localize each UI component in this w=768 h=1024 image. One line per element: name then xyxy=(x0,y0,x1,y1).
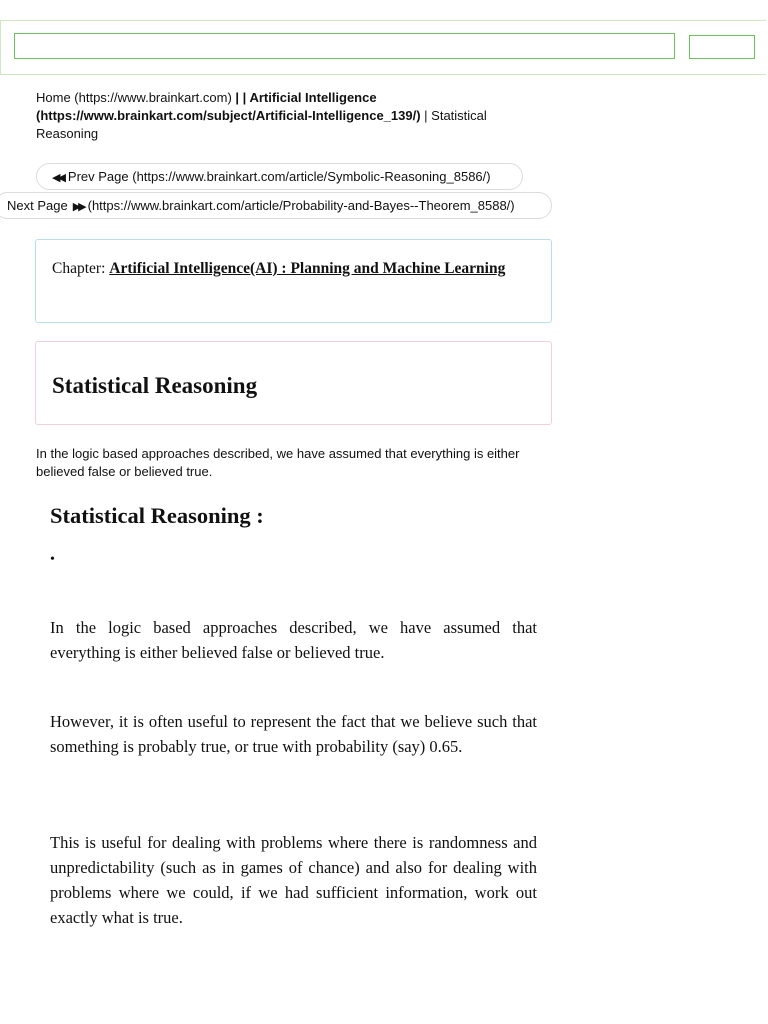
paragraph: This is useful for dealing with problems where there is randomness and unpredictability (such as in games of chance) and also for dealing with problems where we could, if we had sufficient information, work out exactly what is true. xyxy=(50,833,537,927)
next-page-url: (https://www.brainkart.com/article/Probability-and-Bayes--Theorem_8588/) xyxy=(87,198,515,213)
bullet-dot: • xyxy=(50,552,55,567)
next-page-button[interactable] xyxy=(0,192,552,219)
breadcrumb-current: Statistical Reasoning xyxy=(36,108,487,141)
chapter-box xyxy=(35,239,552,323)
paragraph: In the logic based approaches described, we have assumed that everything is either believed false or believed true. xyxy=(50,618,537,662)
paragraph: However, it is often useful to represent the fact that we believe such that something is probably true, or true with probability (say) 0.65. xyxy=(50,712,537,756)
prev-page-button[interactable] xyxy=(36,163,523,190)
prev-page-label: Prev Page (https://www.brainkart.com/article/Symbolic-Reasoning_8586/) xyxy=(67,169,491,184)
chapter-link[interactable]: Artificial Intelligence(AI) : Planning and Machine Learning xyxy=(109,260,506,277)
chapter-prefix: Chapter: xyxy=(52,260,110,277)
breadcrumb xyxy=(36,89,536,143)
search-bar xyxy=(0,20,766,75)
title-box xyxy=(35,341,552,425)
breadcrumb-separator: | xyxy=(231,90,243,105)
breadcrumb-subject-link[interactable]: Artificial Intelligence (https://www.brainkart.com/subject/Artificial-Intelligence_139/) xyxy=(36,90,421,123)
double-arrow-right-icon: ▶▶ xyxy=(72,201,84,213)
search-input[interactable] xyxy=(14,33,675,59)
page-title: Statistical Reasoning xyxy=(52,373,258,398)
next-page-label: Next Page xyxy=(7,198,68,213)
breadcrumb-home-link[interactable]: Home (https://www.brainkart.com) xyxy=(36,90,232,105)
breadcrumb-separator: | xyxy=(420,108,432,123)
search-button[interactable] xyxy=(689,35,755,59)
double-arrow-left-icon: ◀◀ xyxy=(52,172,63,184)
article-summary: In the logic based approaches described, we have assumed that everything is either believed false or believed true. xyxy=(36,446,520,479)
section-heading: Statistical Reasoning : xyxy=(50,503,264,528)
breadcrumb-separator: | xyxy=(242,90,250,105)
